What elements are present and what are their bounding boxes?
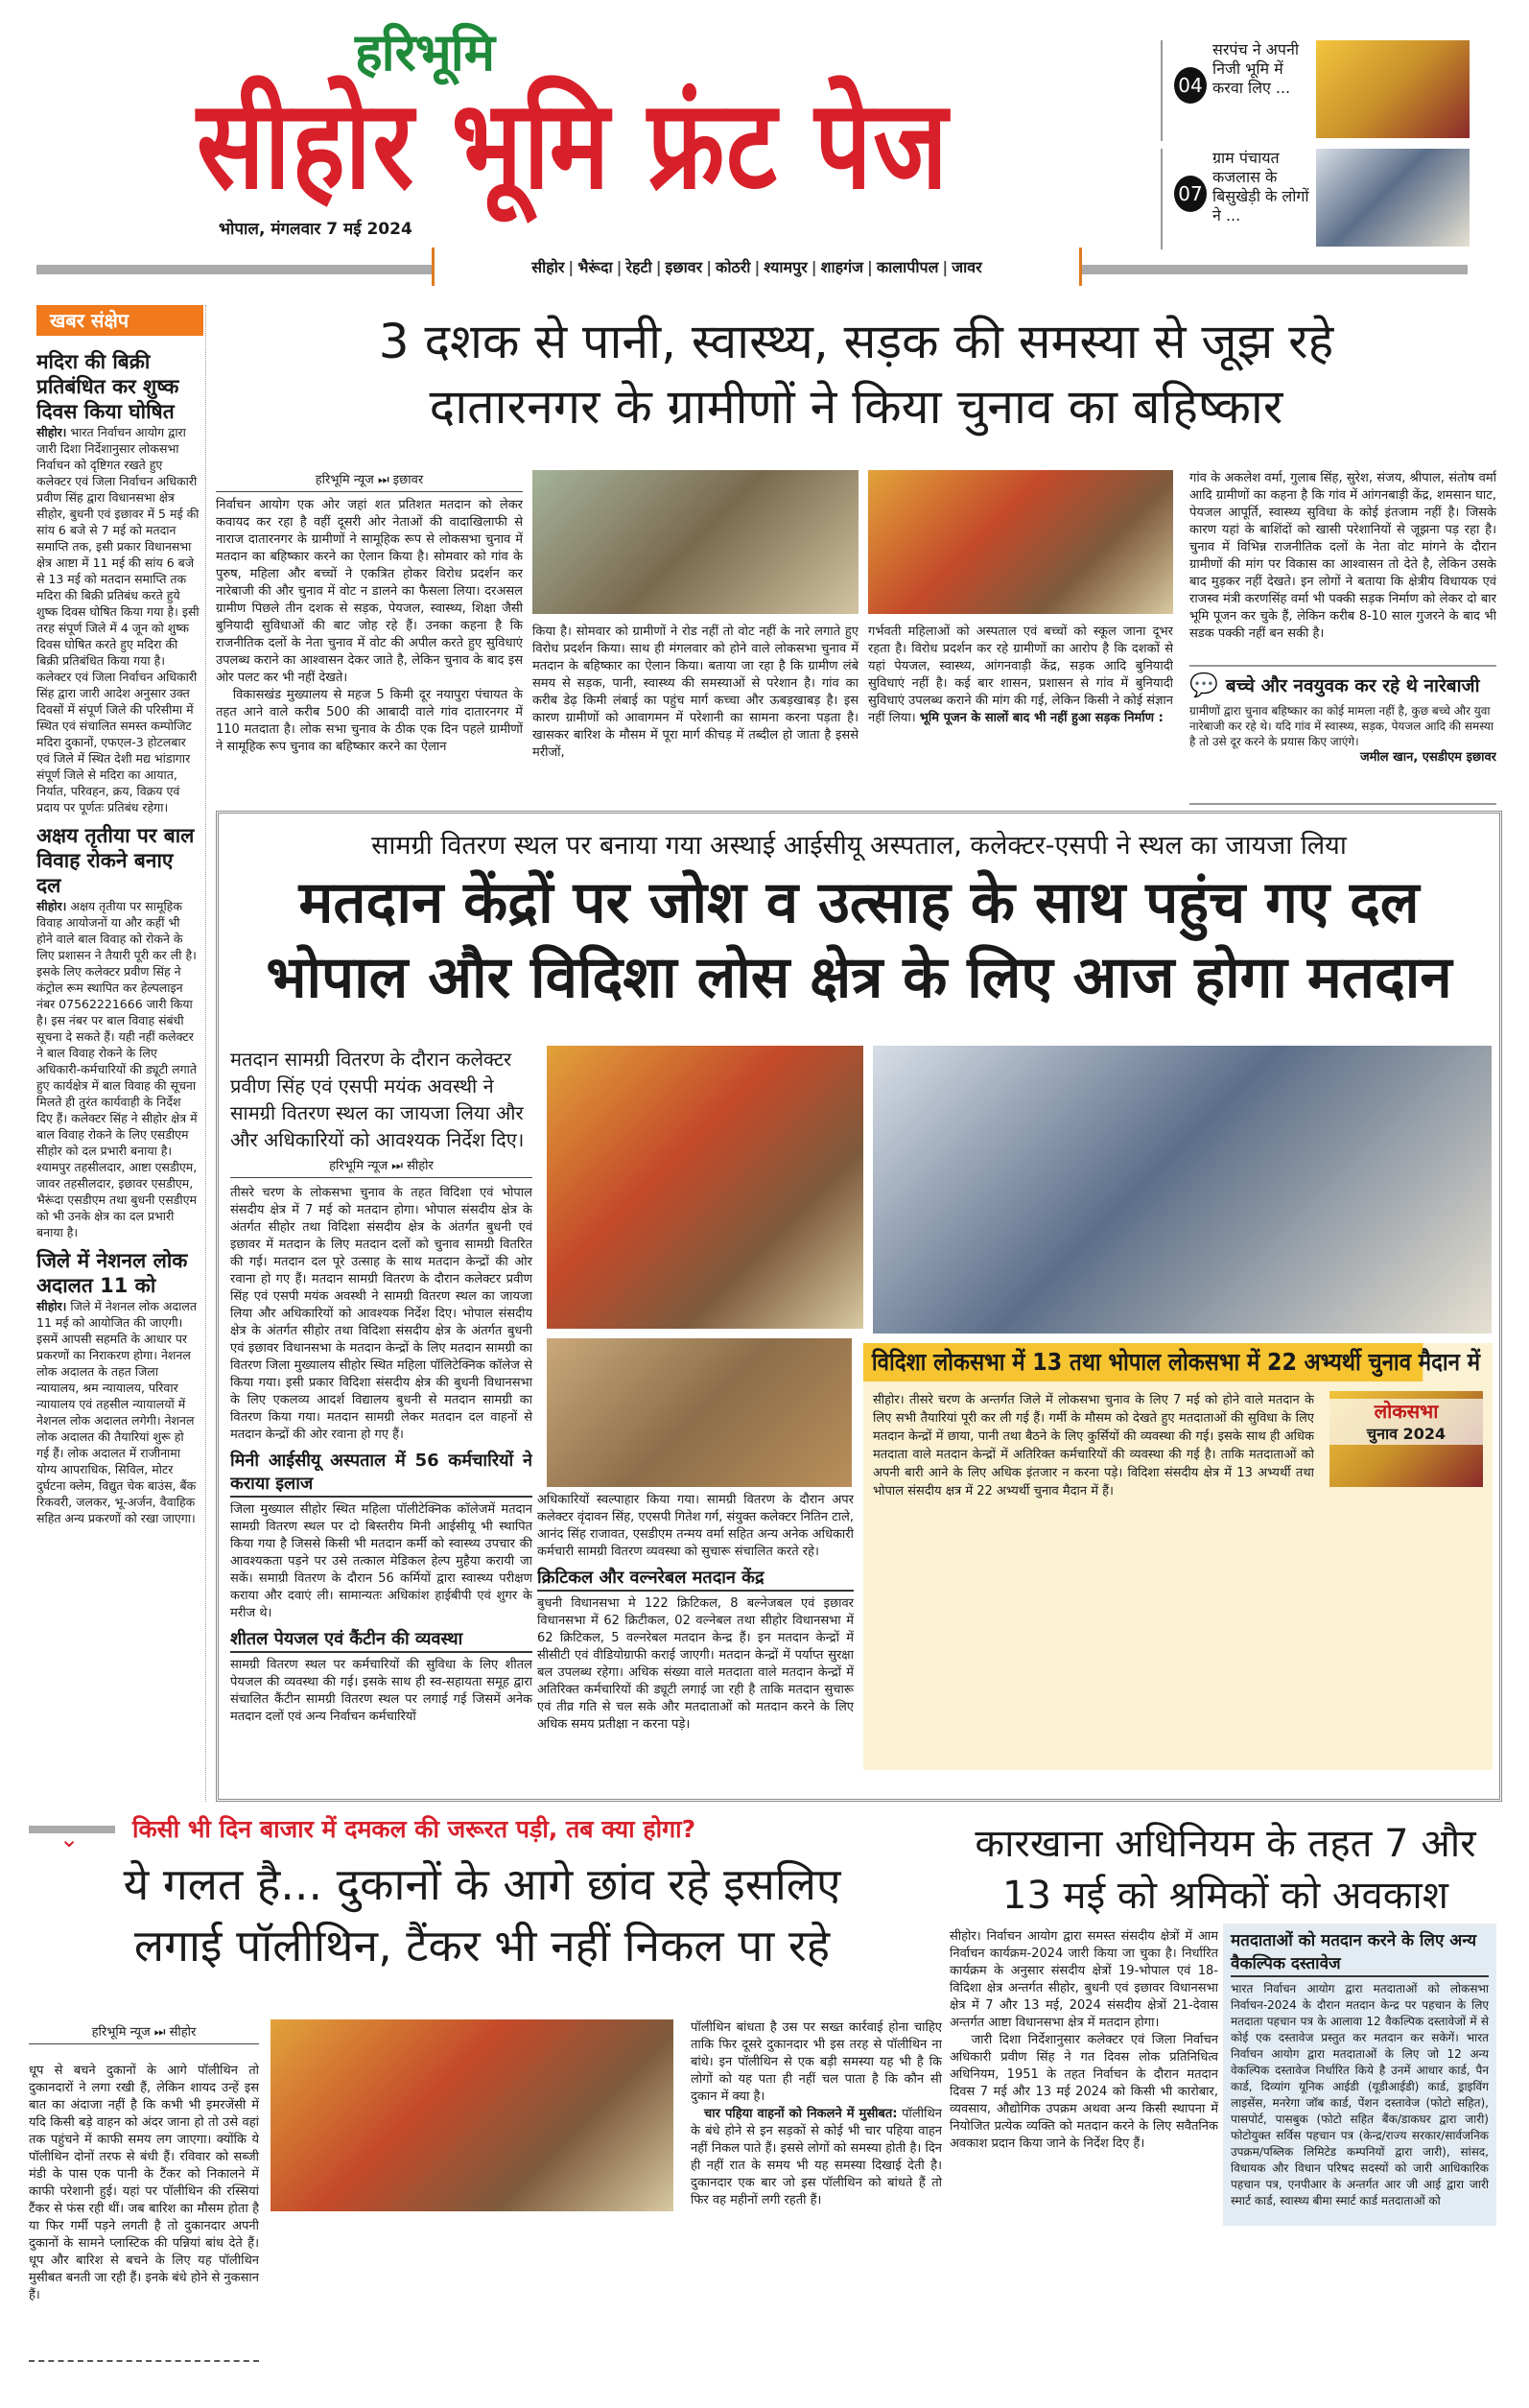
- nav-town-8[interactable]: जावर: [952, 258, 982, 276]
- photo-villagers-protest: [868, 470, 1173, 614]
- brief-item: [36, 823, 200, 1240]
- nav-town-1[interactable]: भैरूंदा: [577, 258, 613, 276]
- nav-town-0[interactable]: सीहोर: [531, 258, 565, 276]
- headline-line: भोपाल और विदिशा लोस क्षेत्र के लिए आज होगा मतदान: [266, 944, 1452, 1011]
- town-nav: [432, 248, 1082, 286]
- quote-box: [1189, 665, 1496, 805]
- deck: मतदान सामग्री वितरण के दौरान कलेक्टर प्रवीण सिंह एवं एसपी मयंक अवस्थी ने सामग्री वितरण स्थल का जायजा लिया और और अधिकारियों को आवश्यक निर्देश दिए।: [230, 1048, 525, 1151]
- nav-town-5[interactable]: श्यामपुर: [764, 258, 808, 276]
- page-title: सीहोर भूमि फ्रंट पेज: [197, 74, 950, 217]
- story-column: गर्भवती महिलाओं को अस्पताल एवं बच्चों को स्कूल जाना दूभर रहता है। विरोध प्रदर्शन कर रहे ग्रामीणों का आरोप है कि दशकों से यहां पेयजल, स्वास्थ्य, आंगनवाड़ी केंद्र, सड़क आदि बुनियादी सुविधाएं नहीं है। कई बार शासन, प्रशासन से गांव में बुनियादी सुविधाएं उपलब्ध कराने की मांग की गई, लेकिन किसी ने कोई संज्ञान नहीं लिया। भूमि पूजन के सालों बाद भी नहीं हुआ सड़क निर्माण :: [868, 625, 1173, 725]
- photo-collector-inspection: [547, 1046, 863, 1329]
- nav-town-2[interactable]: रेहटी: [625, 258, 652, 276]
- photo-polling-officials: [873, 1046, 1492, 1334]
- brief-item: [36, 1248, 200, 1526]
- brief-dateline: सीहोर।: [36, 1299, 67, 1313]
- subhead: क्रिटिकल और वल्नरेबल मतदान केंद्र: [537, 1567, 854, 1592]
- brief-item: [36, 349, 200, 815]
- photo-dirt-road: [532, 470, 859, 614]
- story-polythene: [29, 1813, 935, 1976]
- candidates-box: [863, 1343, 1493, 1770]
- headline-line: ये गलत है... दुकानों के आगे छांव रहे इसलिए: [123, 1858, 841, 1910]
- nav-separator: |: [568, 257, 575, 276]
- brief-headline: मदिरा की बिक्री प्रतिबंधित कर शुष्क दिवस किया घोषित: [36, 350, 179, 423]
- byline: हरिभूमि न्यूज ⏭ इछावर: [216, 470, 523, 492]
- nav-separator: |: [754, 257, 761, 276]
- nav-town-3[interactable]: इछावर: [665, 258, 703, 276]
- chevron-down-icon: ⌄: [29, 1826, 115, 1833]
- photo-distribution-site: [547, 1338, 852, 1487]
- teaser-photo: [1316, 40, 1470, 138]
- teaser-photo: [1316, 149, 1470, 247]
- quote-author: जमील खान, एसडीएम इछावर: [1359, 750, 1496, 765]
- newspaper-logo: हरिभूमि: [355, 22, 494, 83]
- headline-line: लगाई पॉलीथिन, टैंकर भी नहीं निकल पा रहे: [133, 1920, 831, 1971]
- forward-arrow-icon: ⏭: [391, 1159, 403, 1173]
- page-number-badge: 07: [1174, 176, 1207, 212]
- nav-separator: |: [942, 257, 949, 276]
- quote-headline: बच्चे और नवयुवक कर रहे थे नारेबाजी: [1225, 675, 1480, 696]
- news-brief-tab: खबर संक्षेप: [36, 305, 203, 336]
- teaser-title: सरपंच ने अपनी निजी भूमि में करवा लिए ...: [1212, 40, 1299, 97]
- story-column: तीसरे चरण के लोकसभा चुनाव के तहत विदिशा एवं भोपाल संसदीय क्षेत्र में 7 मई को मतदान होगा। भोपाल संसदीय क्षेत्र के अंतर्गत सीहोर तथा विदिशा संसदीय क्षेत्र के अंतर्गत बुधनी एवं इछावर में मतदान के लिए मतदान दलों को चुनाव सामग्री वितरित की गई। मतदान दल पूरे उत्साह के साथ मतदान केन्द्रों की ओर रवाना हो गए हैं। मतदान सामग्री वितरण के दौरान कलेक्टर प्रवीण सिंह एवं एसपी मयंक अवस्थी ने सामग्री वितरण स्थल का जायजा लिया और अधिकारियों को आवश्यक निर्देश दिए। भोपाल संसदीय क्षेत्र के अंतर्गत सीहोर तथा विदिशा संसदीय क्षेत्र के अंतर्गत बुधनी एवं इछावर विधानसभा के मतदान केन्द्रों के लिए मतदान सामग्री का वितरण जिला मुख्यालय सीहोर स्थित महिला पॉलिटेक्निक कॉलेज से किया गया। इसी प्रकार विदिशा संसदीय क्षेत्र की बुधनी विधानसभा के लिए एकलव्य आदर्श विद्यालय बुधनी से मतदान सामग्री का वितरण किया गया। मतदान सामग्री लेकर मतदान दल वाहनों से मतदान केन्द्रों की ओर रवाना हो गए हैं। मिनी आईसीयू अस्पताल में 56 कर्मचारियों ने कराया इलाज जिला मुख्याल सीहोर स्थित महिला पॉलीटेक्निक कॉलेजमें मतदान सामग्री वितरण स्थल पर दो बिस्तरीय मिनी आईसीयू भी स्थापित किया गया है जिससे किसी भी मतदान कर्मी को स्वास्थ्य उपचार की आवश्यकता पड़ने पर उसे तत्काल मेडिकल हेल्प मुहैया करायी जा सकें। समाग्री वितरण के दौरान 56 कर्मियों द्वारा स्वास्थ्य परीक्षण कराया और दवाएं ली। सामान्यतः अधिकांश हाईबीपी एवं शुगर के मरीज थे। शीतल पेयजल एवं कैंटीन की व्यवस्था सामग्री वितरण स्थल पर कर्मचारियों की सुविधा के लिए शीतल पेयजल की व्यवस्था की गई। इसके साथ ही स्व-सहायता समूह द्वारा संचालित कैंटीन सामग्री वितरण स्थल पर लगाई गई जिसमें अनेक मतदान दलों एवं अन्य निर्वाचन कर्मचारियों: [230, 1186, 532, 1724]
- subhead: चार पहिया वाहनों को निकलने में मुसीबत:: [703, 2107, 898, 2121]
- story-column: अधिकारियों स्वल्पाहार किया गया। सामग्री वितरण के दौरान अपर कलेक्टर वृंदावन सिंह, एएसपी गितेश गर्ग, संयुक्त कलेक्टर नितिन टाले, आनंद सिंह राजावत, एसडीएम तन्मय वर्मा सहित अन्य अनेक अधिकारी कर्मचारी सामग्री वितरण व्यवस्था को सुचारू संचालित करते रहे। क्रिटिकल और वल्नरेबल मतदान केंद्र बुधनी विधानसभा मे 122 क्रिटिकल, 8 बल्नेजबल एवं इछावर विधानसभा में 62 क्रिटीकल, 02 वल्नेबल तथा सीहोर विधानसभा में 62 क्रिटिकल, 5 वल्नरेबल मतदान केन्द्र हैं। इन मतदान केन्द्रों में सीसीटी एवं वीडियोग्राफी कराई जाएगी। मतदान केन्द्रों में पर्याप्त सुरक्षा बल उपलब्ध रहेगा। अधिक संख्या वाले मतदाता वाले मतदान केन्द्रों में अतिरिक्त कर्मचारियों की ड्यूटी लगाई जा रही है ताकि मतदान सुचारू एवं तीव्र गति से चल सके और मतदाताओं को मतदान करने के लिए अधिक समय प्रतीक्षा न करना पड़े।: [537, 1493, 854, 1732]
- byline: हरिभूमि न्यूज ⏭ सीहोर: [230, 1156, 532, 1178]
- kicker: सामग्री वितरण स्थल पर बनाया गया अस्थाई आईसीयू अस्पताल, कलेक्टर-एसपी ने स्थल का जायजा लिया: [371, 831, 1347, 861]
- story-column: सीहोर। निर्वाचन आयोग द्वारा समस्त संसदीय क्षेत्रों में आम निर्वाचन कार्यक्रम-2024 जारी किया जा चुका है। निर्धारित कार्यक्रम के अनुसार संसदीय क्षेत्रों 19-भोपाल एवं 18-विदिशा क्षेत्र अन्तर्गत सीहोर, बुधनी एवं इछावर विधानसभा क्षेत्र में 7 और 13 मई, 2024 संसदीय क्षेत्रों 21-देवास अन्तर्गत आष्टा विधानसभा क्षेत्र में मतदान होगा। जारी दिशा निर्देशानुसार कलेक्टर एवं जिला निर्वाचन अधिकारी प्रवीण सिंह ने गत दिवस लोक प्रतिनिधित्व अधिनियम, 1951 के तहत निर्वाचन के दौरान मतदान दिवस 7 मई और 13 मई 2024 को किसी भी कारोबार, व्यवसाय, औद्योगिक उपक्रम अथवा अन्य किसी स्थापना में नियोजित प्रत्येक व्यक्ति को मतदान करने के लिए सवैतनिक अवकाश प्रदान किया जाने के निर्देश दिए हैं।: [950, 1929, 1218, 2151]
- alternative-documents-box: [1223, 1924, 1496, 2226]
- headline-line: 3 दशक से पानी, स्वास्थ्य, सड़क की समस्या से जूझ रहे: [378, 314, 1334, 369]
- nav-separator: |: [655, 257, 662, 276]
- nav-separator: |: [866, 257, 873, 276]
- subhead: शीतल पेयजल एवं कैंटीन की व्यवस्था: [230, 1628, 532, 1653]
- quote-text: ग्रामीणों द्वारा चुनाव बहिष्कार का कोई मामला नहीं है, कुछ बच्चे और युवा नारेबाजी कर रहे थे। यदि गांव में स्वास्थ्य, सड़क, पेयजल आदि की समस्या है तो उसे दूर करने के प्रयास किए जाएंगे।: [1189, 704, 1494, 748]
- candidates-body: सीहोर। तीसरे चरण के अन्तर्गत जिले में लोकसभा चुनाव के लिए 7 मई को होने वाले मतदान के लिए सभी तैयारियां पूरी कर ली गई हैं। गर्मी के मौसम को देखते हुए मतदाताओं की सुविधा के लिए मतदान केन्द्रों में छाया, पानी तथा बैठने के लिए कुर्सियों की व्यवस्था की गई। इसके साथ ही अधिक मतदाता वाले मतदान केन्द्रों में अतिरिक्त कर्मचारियों की व्यवस्था की गई है। ताकि मतदाताओं को अपनी बारी आने के लिए अधिक इंतजार न करना पड़े। विदिशा संसदीय क्षेत्र में 13 अभ्यर्थी तथा भोपाल संसदीय क्षत्र में 22 अभ्यर्थी चुनाव मैदान में हैं।: [873, 1393, 1314, 1499]
- forward-arrow-icon: ⏭: [377, 473, 389, 487]
- news-brief-column: [36, 305, 206, 1802]
- candidates-headline: विदिशा लोकसभा में 13 तथा भोपाल लोकसभा में 22 अभ्यर्थी चुनाव मैदान में: [863, 1343, 1423, 1381]
- story-column: गांव के अकलेश वर्मा, गुलाब सिंह, सुरेश, संजय, श्रीपाल, संतोष वर्मा आदि ग्रामीणों का कहना है कि गांव में आंगनबाड़ी केंद्र, शमसान घाट, पेयजल आपूर्ति, स्वास्थ्य सुविधा के कोई इंतजाम नहीं है। जिसके कारण यहां के बाशिंदों को खासी परेशानियों से जूझना पड़ रहा है। चुनाव में विभिन्न राजनीतिक दलों के नेता वोट मांगने के दौरान ग्रामीणों की मांग पर विकास का आश्वासन तो देते है, लेकिन उसके बाद मुड़कर नहीं देखते। इन लोगों ने बताया कि क्षेत्रीय विधायक एवं राजस्व मंत्री करणसिंह वर्मा भी पक्की सड़क निर्माण को लेकर दो बार भूमि पूजन कर चुके हैं, लेकिन करीब 8-10 साल गुजरने के बाद भी सडक पक्की नहीं बन सकी है।: [1189, 471, 1496, 641]
- nav-separator: |: [706, 257, 713, 276]
- story-boycott: [216, 309, 1496, 439]
- box-headline: मतदाताओं को मतदान करने के लिए अन्य वैकल्पिक दस्तावेज: [1231, 1929, 1489, 1977]
- box-body: भारत निर्वाचन आयोग द्वारा मतदाताओं को लोकसभा निर्वाचन-2024 के दौरान मतदान केन्द्र पर पहचान के लिए मतदाता पहचान पत्र के आलावा 12 वैकल्पिक दस्तावेजों में से कोई एक दस्तावेज प्रस्तुत कर मतदान कर सकेगें। भारत निर्वाचन आयोग द्वारा मतदाताओं के लिए जो 12 अन्य वेकल्पिक दस्तावेज निर्धारित किये है उनमें आधार कार्ड, पैन कार्ड, दिव्यांग यूनिक आईडी (यूडीआईडी) कार्ड, ड्राइविंग लाइसेंस, मनरेगा जॉब कार्ड, पेंशन दस्तावेज (फोटो सहित), पासपोर्ट, पासबुक (फोटो सहित बैंक/डाकघर द्वारा जारी) फोटोयुक्त सर्विस पहचान पत्र (केन्द्र/राज्य सरकार/सार्वजनिक उपक्रम/पब्लिक लिमिटेड कम्पनियों द्वारा जारी), सांसद, विधायक और विधान परिषद सदस्यों को जारी आधिकारिक पहचान पत्र, एनपीआर के अन्तर्गत आर जी आई द्वारा जारी स्मार्ट कार्ड, स्वास्थ्य बीमा स्मार्ट कार्ड मतदाताओं को: [1231, 1982, 1489, 2207]
- brief-headline: अक्षय तृतीया पर बाल विवाह रोकने बनाए दल: [36, 824, 195, 897]
- kicker: किसी भी दिन बाजार में दमकल की जरूरत पड़ी, तब क्या होगा?: [132, 1815, 696, 1843]
- nav-town-6[interactable]: शाहगंज: [820, 258, 863, 276]
- nav-separator: |: [616, 257, 623, 276]
- teaser-page-04[interactable]: [1161, 40, 1470, 141]
- nav-town-7[interactable]: कालापीपल: [876, 258, 939, 276]
- subhead: मिनी आईसीयू अस्पताल में 56 कर्मचारियों ने कराया इलाज: [230, 1450, 532, 1498]
- story-column: धूप से बचने दुकानों के आगे पॉलीथिन तो दुकानदारों ने लगा रखी हैं, लेकिन शायद उन्हें इस बात का अंदाजा नहीं है कि कभी भी इमरजेंसी में यदि किसी बड़े वाहन को अंदर जाना हो तो उसे वहां तक पहुंचने में काफी समय लग जाएगा। क्योंकि ये पॉलीथिन दोनों तरफ से बंधी हैं। रविवार को सब्जी मंडी के पास एक पानी के टैंकर को निकालने में काफी परेशानी हुई। यहां पर पॉलीथिन की रस्सियां टैंकर से फंस रही थीं। जब बारिश का मौसम होता है या फिर गर्मी पड़ने लगती है तो दुकानदार अपनी दुकानों के सामने प्लास्टिक की पन्नियां बांध देते हैं। धूप और बारिश से बचने के लिए यह पॉलीथिन मुसीबत बनती जा रही हैं। इनके बंधे होने से नुकसान हैं।: [29, 2063, 259, 2362]
- headline-line: मतदान केंद्रों पर जोश व उत्साह के साथ पहुंच गए दल: [298, 869, 1420, 936]
- brief-body: भारत निर्वाचन आयोग द्वारा जारी दिशा निर्देशानुसार लोकसभा निर्वाचन को दृष्टिगत रखते हुए कलेक्टर एवं जिला निर्वाचन अधिकारी प्रवीण सिंह द्वारा विधानसभा क्षेत्र सीहोर, बुधनी एवं इछावर में 5 मई की सांय 6 बजे से 7 मई को मतदान समाप्ति तक, इसी प्रकार विधानसभा क्षेत्र आष्टा में 11 मई की सांय 6 बजे से 13 मई को मतदान समाप्ति तक मदिरा की बिक्री प्रतिबंध करते हुये शुष्क दिवस घोषित किया गया है। इसी तरह संपूर्ण जिले में 4 जून को शुष्क दिवस घोषित करते हुए मदिरा की बिक्री प्रतिबंधित किया गया है। कलेक्टर एवं जिला निर्वाचन अधिकारी सिंह द्वारा जारी आदेश अनुसार उक्त दिवसों में संपूर्ण जिले की परिसीमा में स्थित एवं संचालित समस्त कम्पोजिट मदिरा दुकानों, एफएल-3 होटलबार एवं जिले में स्थित देशी मद्य भांडागार संपूर्ण जिले से मदिरा का आयात, निर्यात, परिवहन, क्रय, विक्रय एवं प्रदाय पर पूर्णतः प्रतिबंध रहेगा।: [36, 425, 200, 814]
- brief-dateline: सीहोर।: [36, 425, 67, 439]
- forward-arrow-icon: ⏭: [153, 2025, 166, 2040]
- headline-line: कारखाना अधिनियम के तहत 7 और: [975, 1822, 1476, 1866]
- nav-town-4[interactable]: कोठरी: [716, 258, 751, 276]
- election-badge: लोकसभा चुनाव 2024: [1329, 1391, 1483, 1487]
- speech-bubble-icon: 💬: [1189, 672, 1218, 698]
- brief-headline: जिले में नेशनल लोक अदालत 11 को: [36, 1249, 188, 1297]
- page-number-badge: 04: [1174, 67, 1207, 104]
- nav-separator: |: [811, 257, 817, 276]
- subhead: भूमि पूजन के सालों बाद भी नहीं हुआ सड़क निर्माण :: [919, 711, 1164, 725]
- byline: हरिभूमि न्यूज ⏭ सीहोर: [29, 2022, 259, 2044]
- photo-market-polythene: [271, 2019, 673, 2211]
- dateline: भोपाल, मंगलवार 7 मई 2024: [219, 220, 412, 239]
- brief-dateline: सीहोर।: [36, 899, 67, 913]
- headline-line: 13 मई को श्रमिकों को अवकाश: [1002, 1874, 1448, 1918]
- teaser-title: ग्राम पंचायत कजलास के बिसुखेड़ी के लोगों ने ...: [1212, 149, 1309, 224]
- brief-body: अक्षय तृतीया पर सामूहिक विवाह आयोजनों या और कहीं भी होने वाले बाल विवाह को रोकने के लिए प्रशासन ने तैयारी पूरी कर ली है। इसके लिए कलेक्टर प्रवीण सिंह ने कंट्रोल रूम स्थापित कर हेल्पलाइन नंबर 07562221666 जारी किया है। इस नंबर पर बाल विवाह संबंधी सूचना दे सकते हैं। यही नहीं कलेक्टर ने बाल विवाह रोकने के लिए अधिकारी-कर्मचारियों की ड्यूटी लगाते हुए कार्यक्षेत्र में बाल विवाह की सूचना मिलते ही तुरंत कार्यवाही के निर्देश दिए हैं। कलेक्टर सिंह ने सीहोर क्षेत्र में बाल विवाह रोकने के लिए एसडीएम सीहोर को दल प्रभारी बनाया है। श्यामपुर तहसीलदार, आष्टा एसडीएम, जावर तहसीलदार, इछावर एसडीएम, भैरूंदा एसडीएम तथा बुधनी एसडीएम को भी उनके क्षेत्र का दल प्रभारी बनाया है।: [36, 899, 198, 1239]
- story-column: निर्वाचन आयोग एक ओर जहां शत प्रतिशत मतदान को लेकर कवायद कर रहा है वहीं दूसरी ओर नेताओं की वादाखिलाफी से नाराज दातारनगर के ग्रामीणों ने सामूहिक रूप से लोकसभा चुनाव में मतदान का बहिष्कार करने का ऐलान किया है। सोमवार को गांव के पुरुष, महिला और बच्चों ने एकत्रित होकर विरोध प्रदर्शन कर नारेबाजी की और चुनाव में वोट न डालने का फैसला लिया। दरअसल ग्रामीण पिछले तीन दशक से सड़क, पेयजल, स्वास्थ्य, शिक्षा जैसी बुनियादी सुविधाओं की बाट जोह रहे हैं। उनका कहना है कि राजनीतिक दलों के नेता चुनाव में वोट की अपील करते हुए सुविधाएं उपलब्ध कराने का आश्वासन देकर जाते है, लेकिन चुनाव के बाद इस ओर पलट कर भी नहीं देखते। विकासखंड मुख्यालय से महज 5 किमी दूर नयापुरा पंचायत के तहत आने वाले करीब 500 की आबादी वाले गांव दातारनगर में 110 मतदाता है। लोक सभा चुनाव के ठीक एक दिन पहले ग्रामीणों ने सामूहिक रूप चुनाव का बहिष्कार करने का ऐलान: [216, 498, 523, 754]
- teaser-page-07[interactable]: [1161, 149, 1470, 249]
- story-factory-holiday: [954, 1818, 1496, 1922]
- brief-body: जिले में नेशनल लोक अदालत 11 मई को आयोजित की जाएगी। इसमें आपसी सहमति के आधार पर प्रकरणों का निराकरण होगा। नेशनल लोक अदालत के तहत जिला न्यायालय, श्रम न्यायालय, परिवार न्यायालय एवं तहसील न्यायालयों में नेशनल लोक अदालत लगेगी। नेशनल लोक अदालत की तैयारियां शुरू हो गई हैं। लोक अदालत में राजीनामा योग्य आपराधिक, सिविल, मोटर दुर्घटना क्लेम, विद्युत चेक बाउंस, बैंक रिकवरी, जलकर, भू-अर्जन, वैवाहिक सहित अन्य प्रकरणों को रखा जाएगा।: [36, 1299, 197, 1525]
- story-column: किया है। सोमवार को ग्रामीणों ने रोड नहीं तो वोट नहीं के नारे लगाते हुए विरोध प्रदर्शन किया। साथ ही मंगलवार को होने वाले लोकसभा चुनाव में मतदान के बहिष्कार का ऐलान किया। बताया जा रहा है कि ग्रामीण लंबे समय से सड़क, पानी, स्वास्थ्य की समस्याओं से परेशान है। गांव का करीब डेढ़ किमी लंबाई का पहुंच मार्ग कच्चा और ऊबड़खाबड़ है। इस कारण ग्रामीणों को आवागमन में परेशानी का सामना करना पड़ता है। खासकर बारिश के मौसम में पूरा मार्ग कीचड़ में तब्दील हो जाता है इससे मरीजों,: [532, 625, 859, 760]
- headline-line: दातारनगर के ग्रामीणों ने किया चुनाव का बहिष्कार: [429, 379, 1283, 435]
- story-column: पॉलीथिन बांधता है उस पर सख्त कार्रवाई होना चाहिए ताकि फिर दूसरे दुकानदार भी इस तरह से पॉलीथिन ना बांधे। इन पॉलीथिन से एक बड़ी समस्या यह भी है कि लोगों को यह पता ही नहीं चल पाता है कि कौन सी दुकान में क्या है। चार पहिया वाहनों को निकलने में मुसीबत: पॉलीथिन के बंधे होने से इन सड़कों से कोई भी चार पहिया वाहन नहीं निकल पाते हैं। इससे लोगों को समस्या होती है। दिन ही नहीं रात के समय भी यह समस्या दिखाई देती है। दुकानदार एक बार जो इस पॉलीथिन को बांधते हैं तो फिर वह महीनों लगी रहती हैं।: [691, 2020, 942, 2207]
